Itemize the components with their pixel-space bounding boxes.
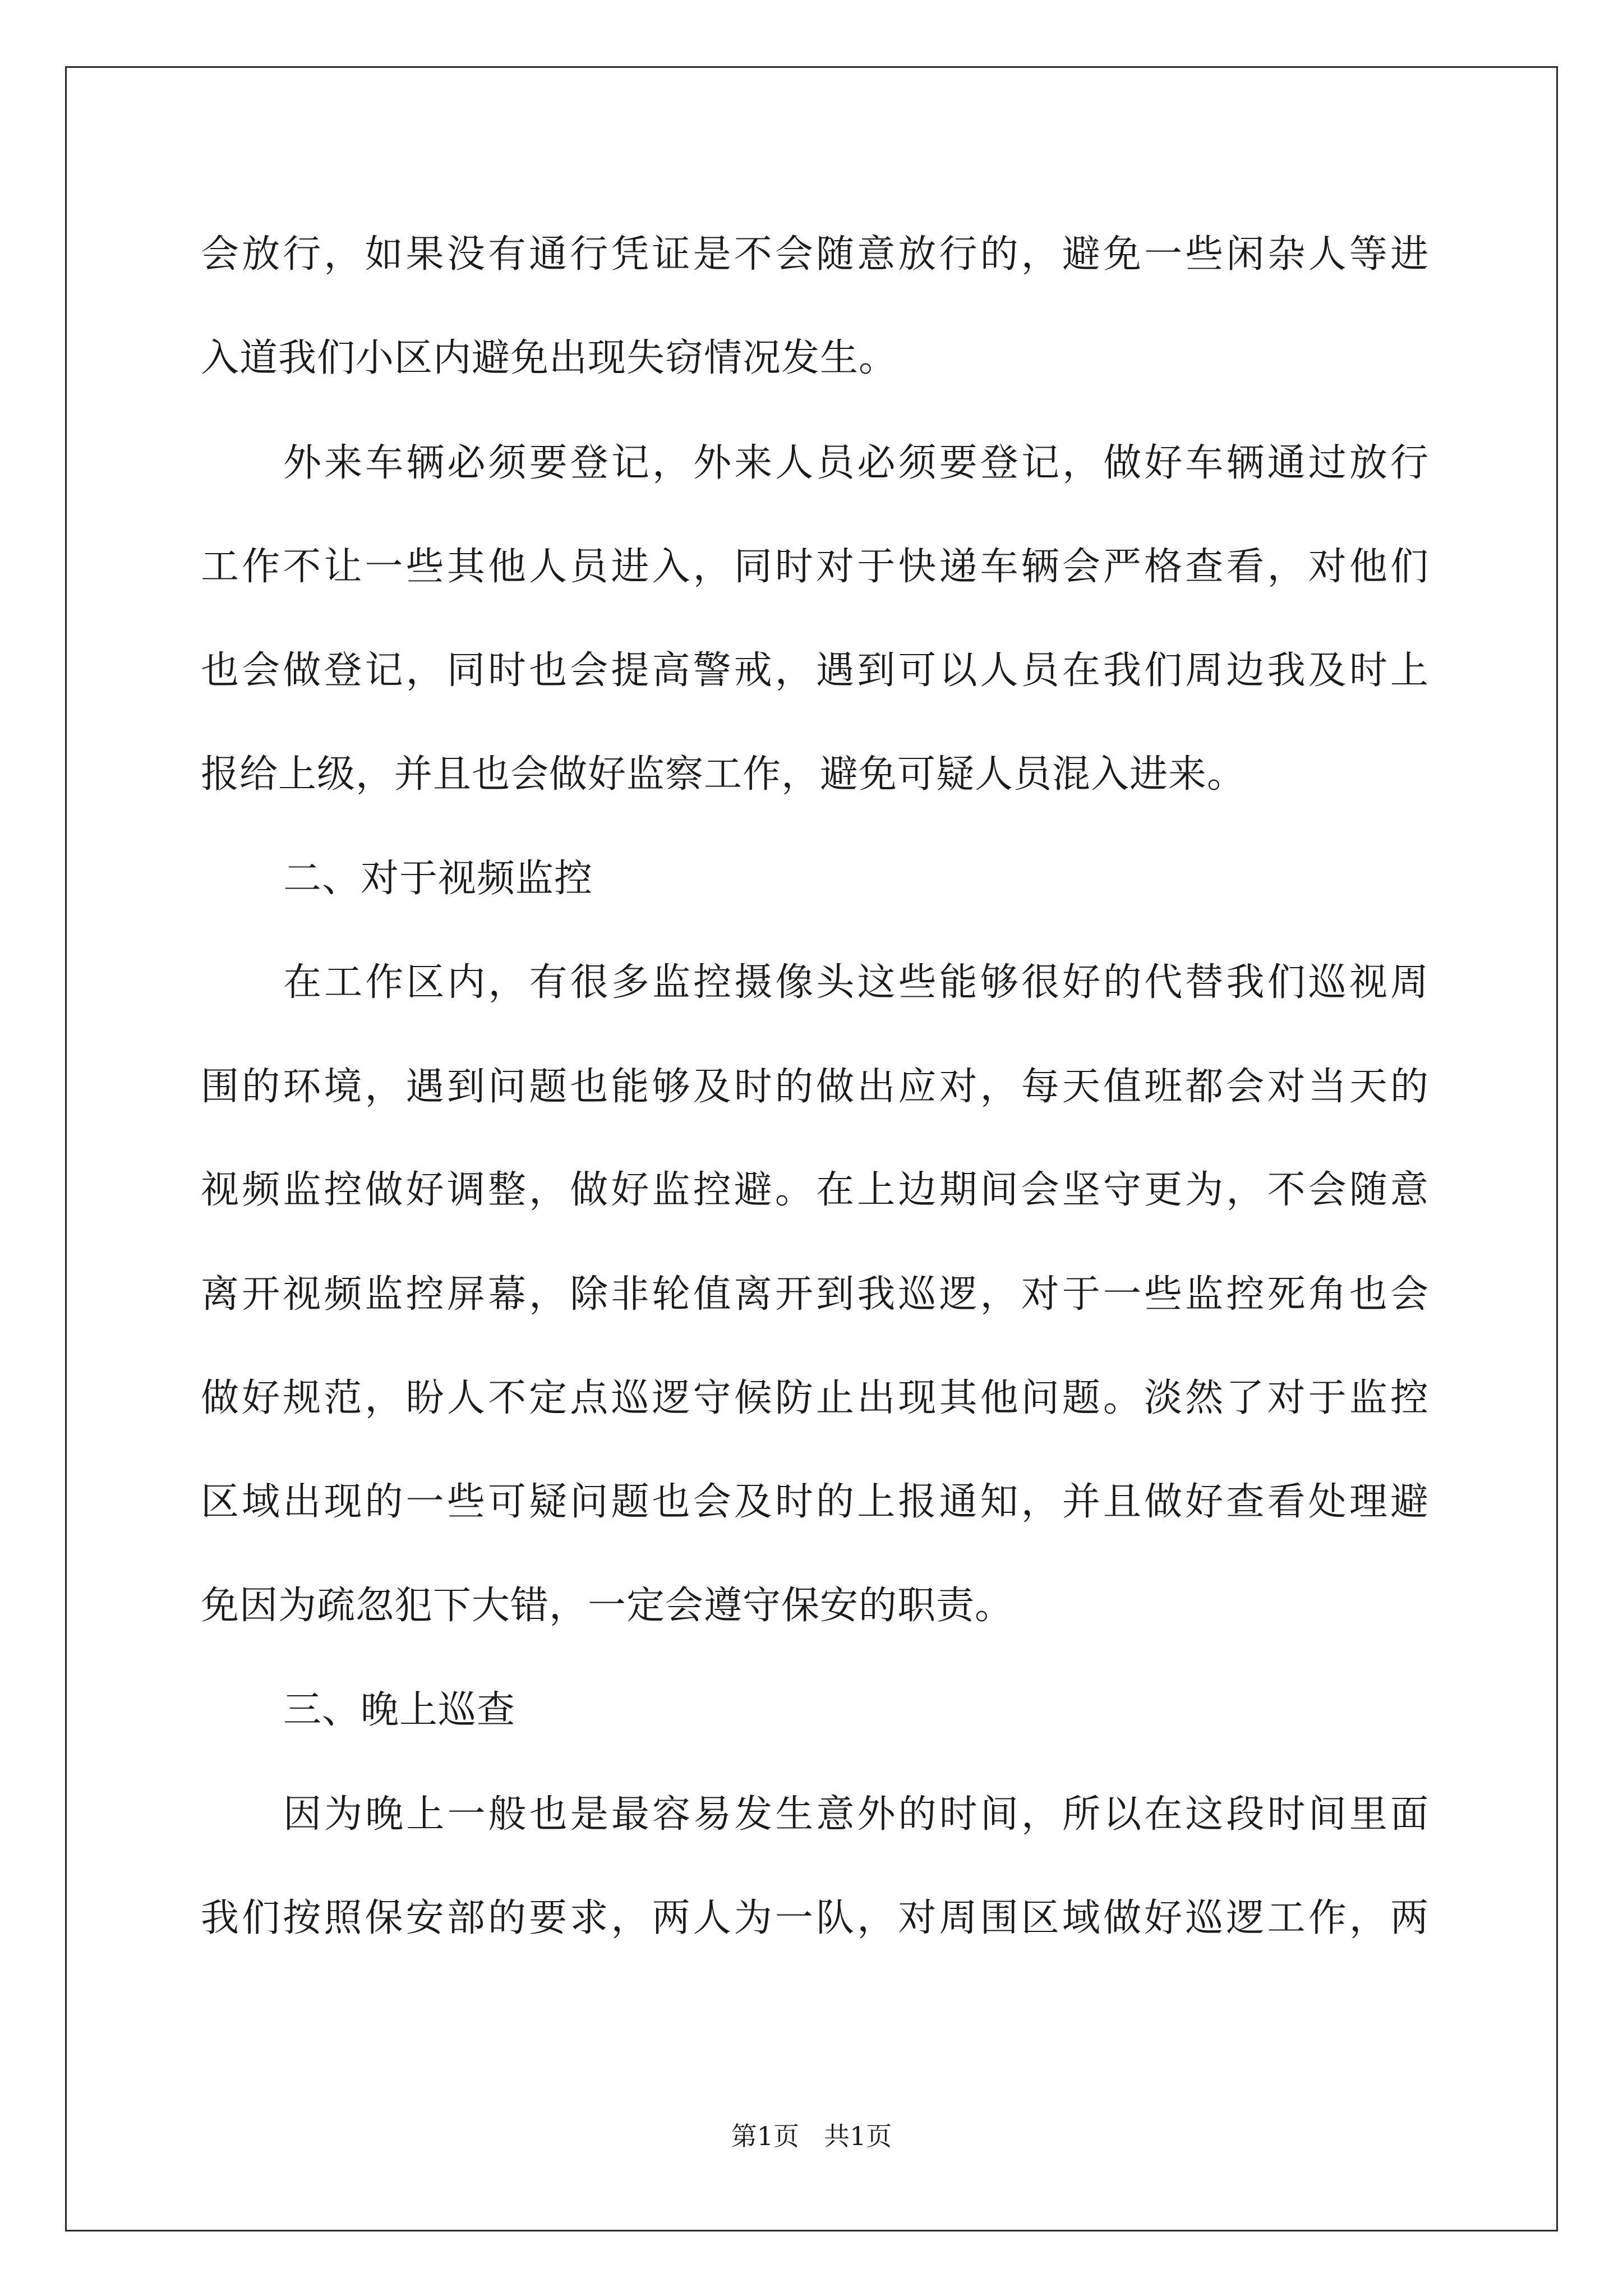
text-line: 会放行，如果没有通行凭证是不会随意放行的，避免一些闲杂人等进 (201, 232, 1429, 277)
text-line: 也会做登记，同时也会提高警戒，遇到可以人员在我们周边我及时上 (201, 648, 1429, 693)
text-line: 工作不让一些其他人员进入，同时对于快递车辆会严格查看，对他们 (201, 545, 1429, 589)
text-line: 做好规范，盼人不定点巡逻守候防止出现其他问题。淡然了对于监控 (201, 1376, 1429, 1420)
text-line: 报给上级，并且也会做好监察工作，避免可疑人员混入进来。 (201, 752, 1246, 797)
text-line: 免因为疏忽犯下大错，一定会遵守保安的职责。 (201, 1584, 1014, 1628)
page-footer (0, 2119, 1623, 2153)
section-heading: 三、晚上巡查 (283, 1688, 516, 1732)
paragraph-start-line: 外来车辆必须要登记，外来人员必须要登记，做好车辆通过放行 (283, 441, 1429, 485)
paragraph-start-line: 因为晚上一般也是最容易发生意外的时间，所以在这段时间里面 (283, 1792, 1429, 1837)
text-line: 围的环境，遇到问题也能够及时的做出应对，每天值班都会对当天的 (201, 1065, 1429, 1109)
paragraph-start-line: 在工作区内，有很多监控摄像头这些能够很好的代替我们巡视周 (283, 960, 1429, 1005)
section-heading: 二、对于视频监控 (283, 857, 593, 901)
page-total: 共1页 (823, 2121, 892, 2151)
text-line: 区域出现的一些可疑问题也会及时的上报通知，并且做好查看处理避 (201, 1480, 1429, 1524)
text-line: 入道我们小区内避免出现失窃情况发生。 (201, 336, 898, 380)
text-line: 我们按照保安部的要求，两人为一队，对周围区域做好巡逻工作，两 (201, 1896, 1429, 1940)
text-line: 视频监控做好调整，做好监控避。在上边期间会坚守更为，不会随意 (201, 1168, 1429, 1212)
text-line: 离开视频监控屏幕，除非轮值离开到我巡逻，对于一些监控死角也会 (201, 1272, 1429, 1317)
page-number: 第1页 (731, 2121, 800, 2151)
